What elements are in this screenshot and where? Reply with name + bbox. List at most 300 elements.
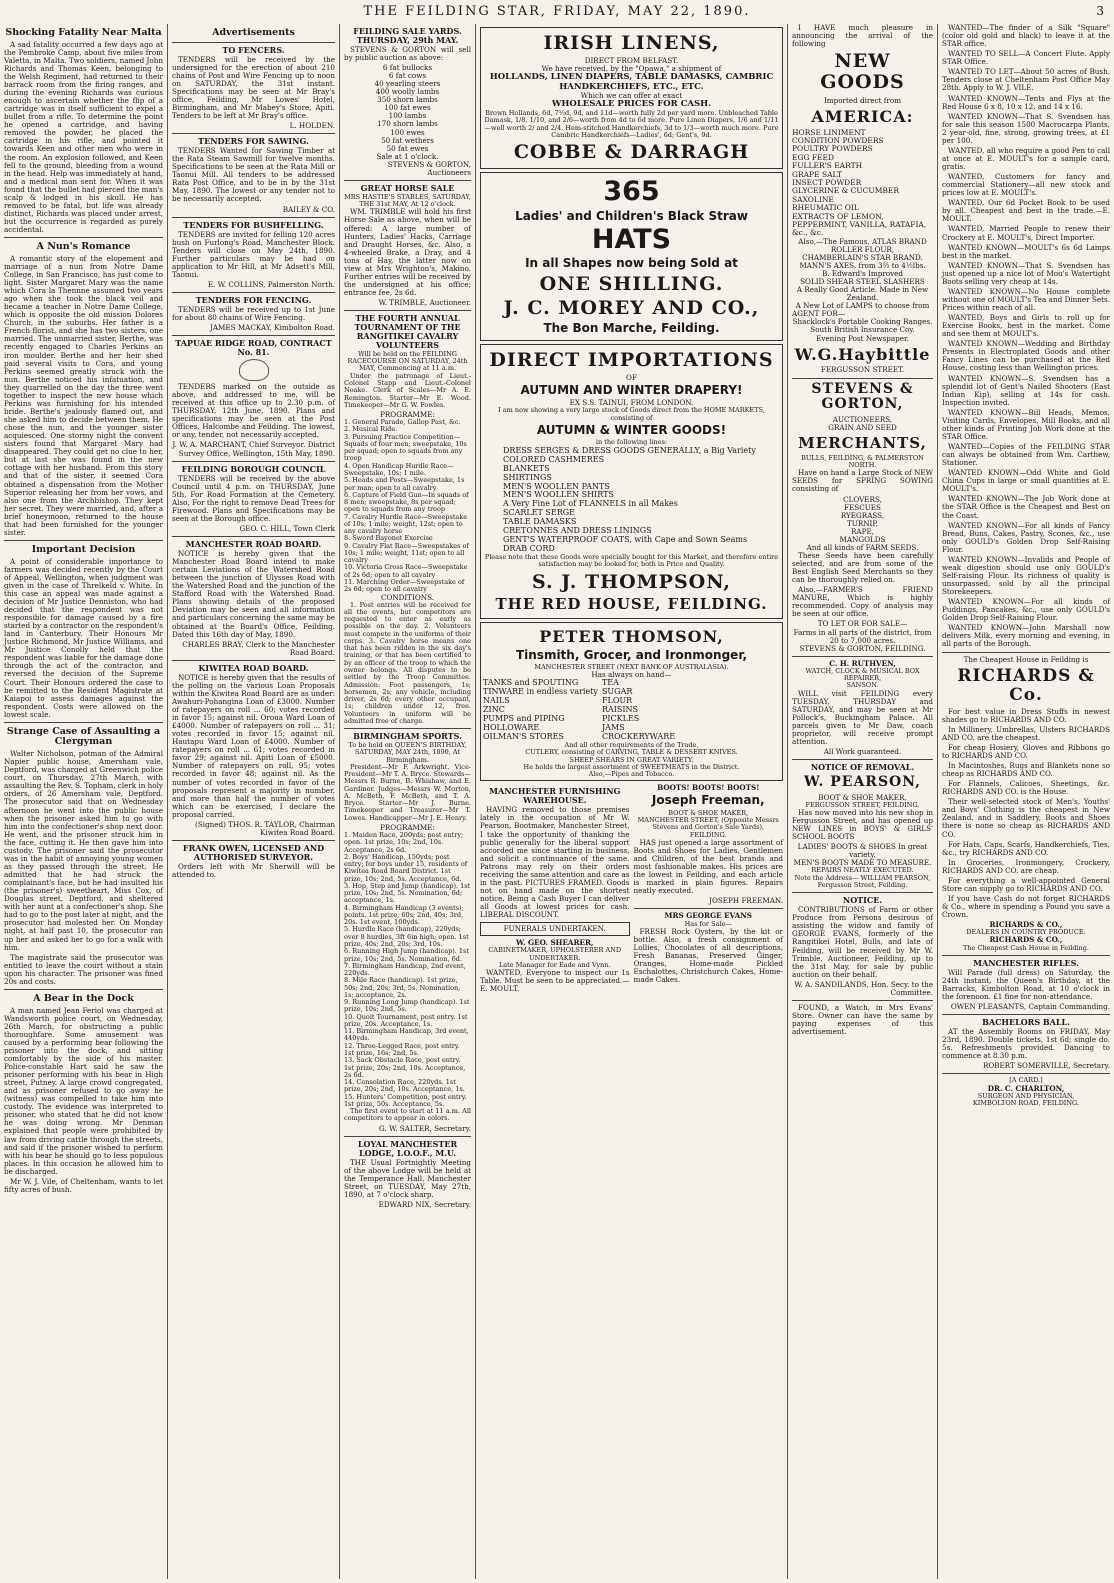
goods-also-item: CHAMBERLAIN'S STAR BRAND. bbox=[802, 252, 923, 262]
ad-signature: L. HOLDEN. bbox=[289, 121, 335, 131]
richards-line: For cheap Hosiery, Gloves and Ribbons go to RICHARDS AND CO. bbox=[942, 742, 1110, 760]
linens-prices: Brown Hollands, 6d, 7½d, 9d, and 11d—worth fully 2d per yard more. Unbleached Table Damask, 1/8, 1/10, and 2/6—worth from 4d to 6d more. Pure Linen Diapers, 1/6 and 1/11—well worth 2/ and 2/4. Hem-stitched Handkerchiefs, 3d to 1/3—worth much more. Pure Cambric Handkerchiefs—Ladies', 6d; Gent's, 9d. bbox=[484, 109, 779, 139]
tournament-event: 3. Pursuing Practice Competition—Squads of four men; sweepstake, 10s per squad; open to squads from any troop bbox=[344, 432, 467, 463]
peter-stock-item: TEA bbox=[601, 678, 619, 688]
tournament-conditions: 1. Post entries will be received for all the events, but competitors are requested to enter as early as possible on the day. 2. Volunteers must compete in the uniforms of their corps. 3. Cavalry horse means one that has been ridden in the six day's training, or that has been certified to by an officer of the troop to which the owner belongs. All disputes to be settled by the Troop Committee. Admission: Foot passengers, 1s; horsemen, 2s; any vehicle, including driver, 2s 6d; every other occupant, 1s; children under 12, free. Volunteers in uniform will be admitted free of charge. bbox=[344, 600, 471, 725]
mfw-trade: CABINETMAKER, UPHOLSTERER AND UNDERTAKER. bbox=[488, 946, 622, 962]
charlton-name: DR. C. CHARLTON, bbox=[987, 1083, 1065, 1093]
thompson-line: SHIRTINGS bbox=[503, 472, 552, 482]
peter-stock-item: ZINC bbox=[483, 705, 505, 715]
thompson-season: AUTUMN AND WINTER DRAPERY! bbox=[520, 382, 743, 397]
crest-icon bbox=[239, 359, 269, 381]
sports-event: 1. Maiden Race, 200yds; post entry; open. 1st prize, 10s; 2nd, 10s. Acceptance, 2s 6d. bbox=[344, 831, 464, 854]
divider bbox=[792, 892, 933, 893]
linens-body4: WHOLESALE PRICES FOR CASH. bbox=[551, 99, 712, 110]
sale-yards-items bbox=[344, 64, 471, 153]
lodge-body: THE Usual Fortnightly Meeting of the above Lodge will be held at the Temperance Hall, Manchester Street, on TUESDAY, May 27th, 1890, at 7 o'clock sharp. bbox=[344, 1157, 471, 1199]
divider bbox=[172, 42, 335, 43]
divider bbox=[172, 536, 335, 537]
peter-stock-right bbox=[602, 679, 675, 742]
ad-title: TENDERS FOR SAWING. bbox=[198, 136, 309, 147]
thompson-line: COLORED CASHMERES bbox=[503, 454, 605, 464]
divider bbox=[344, 180, 471, 181]
ad-title: TENDERS FOR BUSHFELLING. bbox=[183, 219, 324, 230]
haybittle-street: FERGUSSON STREET. bbox=[820, 365, 905, 375]
article-title: A Nun's Romance bbox=[36, 241, 131, 253]
thompson-line: GENT'S WATERPROOF COATS, with Cape and Sown Seams bbox=[503, 535, 748, 545]
sports-events bbox=[344, 832, 471, 1108]
notice-signature: W. A. SANDILANDS, Hon. Secy. to the Committee. bbox=[794, 979, 933, 997]
sale-item: 6 fat cows bbox=[388, 71, 427, 81]
morey-price: ONE SHILLING. bbox=[539, 272, 724, 295]
ad-signature: BAILEY & CO. bbox=[282, 204, 335, 214]
horse-sale-sub: MRS HASTIE'S STABLES, SATURDAY, THE 31st MAY, At 12 o'clock. bbox=[344, 192, 471, 209]
sale-yards-signature: STEVENS & GORTON, Auctioneers bbox=[387, 159, 471, 177]
sg-name: STEVENS & GORTON, bbox=[811, 380, 914, 413]
goods-also-item: MANN'S AXES, from 3½ to 4½lbs. bbox=[799, 260, 926, 270]
wanted-ad: WANTED, all who require a good Pen to call at once at E. MOULT's for a sample card, gratis. bbox=[942, 145, 1110, 171]
thompson-line: MEN'S WOOLLEN PANTS bbox=[503, 481, 610, 491]
sg-t1: AUCTIONEERS, bbox=[832, 414, 893, 424]
goods-also-item: B. Edward's Improved bbox=[821, 269, 904, 279]
mfw-funerals: FUNERALS UNDERTAKEN. bbox=[480, 922, 630, 936]
sg-t2: GRAIN AND SEED bbox=[828, 422, 897, 432]
sports-event: 14. Consolation Race, 220yds. 1st prize, 20s; 2nd, 10s. Acceptance, 1s. bbox=[344, 1078, 465, 1094]
sg-body2: These Seeds have been carefully selected, and are from some of the Best English Seed Merchants so they can be thoroughly relied on. bbox=[792, 550, 933, 585]
divider bbox=[344, 728, 471, 729]
freeman-signature: JOSEPH FREEMAN. bbox=[709, 896, 783, 906]
rifles-signature: OWEN PLEASANTS, Captain Commanding. bbox=[950, 1001, 1110, 1011]
goods-item: HORSE LINIMENT bbox=[792, 127, 866, 137]
charlton-card: [A CARD.] bbox=[1009, 1076, 1043, 1085]
sale-yards-intro: STEVENS & GORTON will sell by public auction as above: bbox=[344, 44, 471, 62]
wanted-ad: WANTED—Copies of the FEILDING STAR can always be obtained from Wm. Carthew, Stationer. bbox=[942, 442, 1110, 468]
morey-hats-ad bbox=[480, 172, 783, 340]
richards-line: For Hats, Caps, Scarfs, Handkerchiefs, Ties, &c., try RICHARDS AND CO. bbox=[942, 839, 1110, 857]
linens-body3: Which we can offer at exact bbox=[580, 91, 683, 101]
lodge-title: LOYAL MANCHESTER LODGE, I.O.O.F., M.U. bbox=[357, 1138, 458, 1158]
sg-t3: MERCHANTS, bbox=[798, 434, 927, 453]
ad-signature: J. W. A. MARCHANT, Chief Surveyor. District Survey Office, Wellington, 15th May, 1890. bbox=[172, 440, 335, 458]
wanted-ad: WANTED KNOWN—Invalids and People of weak digestion should use only GOULD's Self-raising Flour. Its richness of quality is unsurpassed, sold by all the principal Storekeepers. bbox=[942, 554, 1110, 597]
wanted-ad: WANTED KNOWN—Odd White and Gold China Cups in large or small quantities at E. MOULT's. bbox=[942, 468, 1110, 494]
divider bbox=[344, 1136, 471, 1137]
ad-title: TENDERS FOR FENCING. bbox=[195, 294, 312, 305]
richards-sig3: RICHARDS & CO., bbox=[989, 935, 1063, 945]
divider bbox=[4, 989, 163, 990]
goods-item: RHEUMATIC OIL bbox=[792, 203, 859, 213]
peter-stock-item: CROCKERYWARE bbox=[601, 732, 676, 742]
article-title: Shocking Fatality Near Malta bbox=[5, 27, 162, 38]
charlton-trade: SURGEON AND PHYSICIAN, bbox=[977, 1091, 1075, 1100]
wanted-ad: WANTED KNOWN—S. Svendsen has a splendid lot of Gent's Nailed Shooters (East Indian Kip), selling at 14s for cash. Inspection invited. bbox=[942, 373, 1110, 407]
richards-lines bbox=[942, 708, 1110, 920]
wanted-ad: WANTED KNOWN—MOULT's 6s 6d Lamps best in the market. bbox=[942, 242, 1110, 260]
article-paragraph: A romantic story of the elopement and marriage of a nun from Notre Dame College, in San Francisco, has just come to light. Sister Margaret Mary was the name which Cora la Thennne assumed two years ago when she took the black veil and became a teacher in Notre Dame College, which is opposite the old mission Dolores Church, in the suburbs. Her father is a French florist, and she has two sisters, one married. The unmarried sister, Berthe, was recently engaged to Charles Perkins an iron moulder. Berthe and her heir shed paid several visits to Cora, and young Perkins seemed greatly struck with the nun. Berthe noticed his infatuation, and they quarrelled on the day the three went together to inspect the new house which Perkins was furnishing for his intended bride. Berthe's jealously flamed out, and she asked him to decide between them. He chose the nun, and the younger sister acquiesced. One stormy night the convent sisters found that Margaret Mary had disappeared. They could get no clue to her, but at last she was found in the new cottage with her husband. From this story and that of the sister, it seemed Cora obtained a dispensation from the Mother Superior releasing her from her vows, and also one from the Archbishop. They kept her secret. They were married, and, after a brief honeymoon, returned to the house that had been furnished for the younger sister. bbox=[4, 253, 163, 537]
ad-title: TO FENCERS. bbox=[222, 44, 285, 55]
tournament-event: 8. Sword Bayonet Exercise bbox=[344, 534, 433, 543]
thompson-line: SCARLET SERGE bbox=[503, 508, 576, 518]
ruthven-name: C. H. RUTHVEN, bbox=[829, 658, 896, 668]
wanted-ad: WANTED KNOWN—Tents and Flys at the Red House 6 x 8, 10 x 12, and 14 x 16. bbox=[942, 93, 1110, 111]
article-title: A Bear in the Dock bbox=[33, 992, 134, 1004]
ad-title: MANCHESTER ROAD BOARD. bbox=[185, 538, 322, 549]
mfw-title: MANCHESTER FURNISHING WAREHOUSE. bbox=[489, 786, 621, 806]
sports-note: The first event to start at 11 a.m. All competitors to appear in colors. bbox=[344, 1107, 471, 1123]
horse-sale-body: WM. TRIMBLE will hold his first Horse Sale as above, when will be offered: A large number of Hunters, Ladies' Hacks, Carriage and Draught Horses, &c. Also, a 4-wheeled Brake, a Dray, and 4 tons of Hay, the latter now on view at Mrs Wrighton's, Makino. Further entries will be received by the undersigned at his office; entrance fee, 2s 6d. bbox=[344, 207, 471, 298]
lodge-signature: EDWARD NIX, Secretary. bbox=[378, 1199, 471, 1209]
pearson-l1: LADIES' BOOTS & SHOES In great variety. bbox=[797, 842, 928, 860]
column-wanted bbox=[938, 24, 1114, 1579]
tournament-event: 9. Cavalry Flat Race—Sweepstakes of 10s; 1 mile; weight, 11st; open to all cavalry bbox=[344, 541, 469, 565]
removal-title: NOTICE OF REMOVAL. bbox=[810, 762, 915, 773]
divider bbox=[172, 840, 335, 841]
tournament-event: 5. Heads and Posts—Sweepstake, 1s per man; open to all cavalry bbox=[344, 476, 465, 492]
divider bbox=[172, 660, 335, 661]
sg-let: TO LET OR FOR SALE— bbox=[817, 619, 908, 629]
tournament-events bbox=[344, 419, 471, 593]
wanted-ad: WANTED KNOWN—The Job Work done at the STAR Office is the Cheapest and Best on the Coast. bbox=[942, 494, 1110, 520]
divider bbox=[634, 908, 784, 909]
morey-line1: Ladies' and Children's Black Straw bbox=[515, 208, 748, 223]
tournament-event: 4. Open Handicap Hurdle Race—Sweepstake, 10s; 1 mile. bbox=[344, 461, 454, 477]
article-title: Important Decision bbox=[31, 543, 136, 555]
goods-item: POULTRY POWDERS bbox=[792, 144, 873, 154]
richards-sig2: DEALERS IN COUNTRY PRODUCE. bbox=[966, 928, 1086, 937]
masthead bbox=[0, 4, 1114, 22]
goods-imported: Imported direct from bbox=[823, 95, 902, 105]
divider bbox=[942, 1014, 1110, 1015]
new-goods: NEW GOODS bbox=[820, 50, 905, 94]
linens-body2: HOLLANDS, LINEN DIAPERS, TABLE DAMASKS, CAMBRIC HANDKERCHIEFS, ETC., ETC. bbox=[489, 72, 774, 92]
richards-line: In Millinery, Umbrellas, Ulsters RICHARDS AND CO. are the cheapest. bbox=[942, 724, 1110, 742]
goods-item: FULLER'S EARTH bbox=[792, 161, 863, 171]
peter-stock bbox=[483, 679, 780, 742]
seed-item: TURNIP, bbox=[846, 518, 879, 528]
sale-item: 6 fat bullocks bbox=[382, 63, 433, 73]
ad-body: NOTICE is hereby given that the Manchester Road Board intend to make certain Leviations of the Watershed Road between the junction of Ulysses Road with the Watershed Road and the junction of the Stafford Road with the Watershed Road. Plans showing details of the proposed Deviation may be seen and all information and particulars concerning the same may be obtained at the Board's Office, Feilding. Dated this 16th day of May, 1890. bbox=[172, 548, 335, 639]
divider bbox=[942, 955, 1110, 956]
freeman-name: Joseph Freeman, bbox=[651, 793, 765, 808]
sale-item: 40 yearling steers bbox=[374, 79, 441, 89]
wanted-ad: WANTED TO SELL—A Concert Flute. Apply STAR Office. bbox=[942, 49, 1110, 67]
ad-body: TENDERS are invited for felling 120 acres bush on Furlong's Road, Manchester Block. Tenders will close on May 24th, 1890. Further particulars may be had on application to Mr Hill, at Mr Adsett's Mill, Taonui. bbox=[172, 229, 335, 279]
wanted-ad: WANTED TO LET—About 50 acres of Bush. Tenders close at Cheltenham Post Office May 28th. Apply to W. J. VILE. bbox=[942, 67, 1110, 93]
sg-body: Have on hand a Large Stock of NEW SEEDS for SPRING SOWING consisting of bbox=[792, 468, 933, 494]
evans-name: MRS GEORGE EVANS bbox=[664, 911, 752, 921]
sports-event: 11. Birmingham Handicap, 3rd event, 440yds. bbox=[344, 1027, 469, 1043]
thompson-line: MEN'S WOOLLEN SHIRTS bbox=[503, 490, 614, 500]
mfw-body: HAVING removed to those premises lately in the occupation of Mr W. Pearson, Bootmaker, Manchester Street, I take the opportunity of thanking the public generally for the liberal support accorded me since starting in business, and solicit a continuance of the same. Patrons may rely on their orders receiving the same attention and care as in the past. PICTURES FRAMED. Goods not on hand made on the shortest notice. Being a Cash Buyer I can deliver all Goods at lowest prices for cash. LIBERAL DISCOUNT. bbox=[480, 805, 630, 920]
goods-article: A Really Good Article. Made in New Zealand. bbox=[796, 285, 929, 303]
morey-firm: J. C. MOREY AND CO., bbox=[503, 296, 760, 319]
tournament-event: 6. Capture of Field Gun—In squads of 8 men; sweepstake, 8s per squad; open to squads from any troop bbox=[344, 490, 469, 514]
column-display-ads bbox=[476, 24, 788, 1579]
thompson-line: DRESS SERGES & DRESS GOODS GENERALLY, a Big Variety bbox=[503, 445, 756, 455]
goods-item: GRAPE SALT bbox=[792, 169, 842, 179]
goods-item: CONDITION POWDERS bbox=[792, 136, 884, 146]
column-goods bbox=[788, 24, 938, 1579]
sports-event: 9. Running Long Jump (handicap). 1st prize, 10s; 2nd, 5s. bbox=[344, 998, 470, 1014]
divider bbox=[942, 1073, 1110, 1074]
ad-body: Orders left with Mr Sherwill will be attended to. bbox=[172, 861, 335, 879]
thompson-intro: I am now showing a very large stock of Goods direct from the HOME MARKETS, consisting of bbox=[498, 406, 765, 422]
tournament-event: 2. Musical Ride. bbox=[344, 425, 398, 434]
divider bbox=[172, 133, 335, 134]
article-paragraph: Walter Nicholson, potman of the Admiral Napier public house, Amersham vale, Deptford, was charged at Greenwich police court, on Thursday, 27th March, with assaulting the Rev. S. Topham, clerk in holy orders, of 26 Amersham vale, Deptford. The prosecutor said that on Wednesday afternoon he went into the public house when the prisoner asked him to go with him into the confectioner's shop next door. He went, and the prisoner struck him in the face, cutting it. He then gave him into custody. The prisoner said the prosecutor was in the habit of annoying young women as they passed through the street. He admitted that he had struck the complainant's face, but he had insulted his (the prisoner's) sweetheart, Miss Cox, of Douglas street, Deptford, and sheltered with her aunt at a confectioner's shop. She had to go to the post later at night, and the prosecutor had molested her. On Monday night, at half past 10, the prosecutor ran up her and asked her to go for a walk with him. bbox=[4, 749, 163, 952]
sports-officers: President—Mr F. Arkwright. Vice-President—Mr T. A. Bryce. Stewards—Messrs R. Burne, B. Whishaw, and E. Gardiner. Judges—Messrs W. Morton, A. McBeth, F. McBeth, and T. A. Bryce. Starter—Mr J. Burne. Timekeeper and Treasurer—Mr T. Lowes. Handicapper—Mr J. E. Henry. bbox=[344, 762, 471, 822]
notice-body: CONTRIBUTIONS of Farm or other Produce from Persons desirous of assisting the widow and family of GEORGE EVANS, formerly of the Rangitikei Hotel, Bulls, and late of Feilding, will be received by Mr W. Trimble, Auctioneer, Feilding, up to the 31st May, for sale by public auction on their behalf. bbox=[792, 905, 933, 979]
sale-item: 100 ewes bbox=[390, 127, 425, 137]
sale-yards-time: Sale at 1 o'clock. bbox=[376, 151, 439, 161]
peter-stock-item: TANKS and SPOUTING bbox=[483, 678, 579, 688]
notice-title: NOTICE. bbox=[842, 895, 883, 906]
divider bbox=[792, 759, 933, 760]
bottom-ads bbox=[480, 784, 783, 995]
sale-item: 350 shorn lambs bbox=[377, 95, 438, 105]
article-paragraph: A man named Jean Feriol was charged at Wandsworth police court, on Wednesday, 26th March, for obstructing a public thoroughfare. Some amusement was caused by a performing bear following the prisoner into the dock, and sitting comfortably by the side of his master. Police-constable Hart said he saw the prisoner performing with his bear in High street, Putney. A large crowd congregated, and as prisoner refused to go away he (witness) was compelled to take him into custody. The evidence was interpreted to prisoner, who stated that he did not know he was doing wrong. Mr Denman explained that people were prohibited by law from driving cattle through the streets, and said if the prisoner wished to perform with his bear he should go to less populous places. In this occasion he allowed him to be discharged. bbox=[4, 1005, 163, 1176]
peter-l2: CUTLERY, consisting of CARVING, TABLE & DESSERT KNIVES. bbox=[525, 748, 738, 757]
thompson-ship: EX S.S. TAINUI, FROM LONDON. bbox=[569, 398, 694, 408]
peter-thomson-ad bbox=[480, 622, 783, 782]
morey-line2: In all Shapes now being Sold at bbox=[525, 256, 738, 271]
wanted-ad: WANTED KNOWN—John Marshall now delivers Milk, every morning and evening, in all parts of the Borough. bbox=[942, 623, 1110, 649]
wanted-ad: WANTED, Our 6d Pocket Book to be used by all. Cheapest and best in the trade.—E. MOULT. bbox=[942, 198, 1110, 224]
pearson-body: Has now moved into his new shop in Fergusson Street, and has opened up NEW LINES in BOYS' & GIRLS' SCHOOL BOOTS bbox=[792, 808, 933, 842]
ad-body: NOTICE is hereby given that the results of the polling on the various Loan Proposals within the Kiwitea Road Board are as under: Awahuri-Pohangina Loan of £3000. Number of ratepayers on roll ... 60; votes recorded in favor 15; against nil. Oroua Ward Loan of £4000. Number of ratepayers on roll ... 31; votes recorded in favor 15; against nil. Hautapu Ward Loan of £4000. Number of ratepayers on roll ... 61; votes recorded in favor 29; against nil. Apiti Loan of £5000. Number of ratepayers on roll, 95; votes recorded in favor 48; against nil. As the number of votes recorded in favor of the proposals represent a majority in number, and more than half the number of votes which can be exercised, I declare the proposal carried. bbox=[172, 672, 335, 819]
divider bbox=[4, 237, 163, 238]
richards-tag: The Cheapest House in Feilding is bbox=[963, 654, 1089, 664]
seed-item: RAPE, bbox=[851, 526, 874, 536]
linens-title: IRISH LINENS, bbox=[543, 32, 720, 54]
wanted-ad: WANTED KNOWN—That S. Svendsen has just opened up a nice lot of Mou's Watertight Boots selling very cheap at 14s. bbox=[942, 260, 1110, 286]
america: AMERICA: bbox=[811, 106, 914, 126]
sports-event: 2. Boys' Handicap, 150yds; post entry; for boys under 15, residents of Kiwitea Road Board District. 1st prize, 10s; 2nd, 5s. Acceptance, 6d. bbox=[344, 852, 468, 883]
goods-lamps: A New Lot of LAMPS to choose from bbox=[795, 301, 930, 311]
thompson-name: S. J. THOMPSON, bbox=[531, 570, 732, 593]
agency-item: Evening Post Newspaper. bbox=[816, 333, 909, 343]
thompson-goods-head: AUTUMN & WINTER GOODS! bbox=[536, 423, 727, 437]
ad-body: TENDERS will be received by the undersigned for the erection of about 210 chains of Post and Wire Fencing up to noon on SATURDAY, the 31st instant. Specifications may be seen at Mr Bray's office, Feilding, Mr Lowes' Hotel, Birmingham, and Mr Mabey's Store, Apiti. Tenders to be left at Mr Bray's office. bbox=[172, 54, 335, 121]
column-news bbox=[0, 24, 168, 1579]
sports-programme-head: PROGRAMME: bbox=[380, 822, 435, 832]
goods-also: Also,—The Famous, ATLAS BRAND ROLLER FLOUR, bbox=[798, 236, 927, 254]
peter-stock-item: PICKLES bbox=[601, 714, 640, 724]
column-sales bbox=[340, 24, 476, 1579]
tournament-event: 10. Victoria Cross Race—Sweepstake of 2s 6d; open to all cavalry bbox=[344, 563, 468, 579]
wanted-ad: WANTED KNOWN—Bill Heads, Memos, Visiting Cards, Envelopes, Mill Books, and all other kinds of Printing Job Work done at the STAR Office. bbox=[942, 407, 1110, 441]
sports-event: 7. Birmingham Handicap, 2nd event, 220yds. bbox=[344, 961, 466, 978]
divider bbox=[344, 310, 471, 311]
goods-item: SAXOLINE bbox=[792, 194, 834, 204]
goods-item: INSECT POWDER bbox=[792, 178, 862, 188]
wanted-ad: WANTED KNOWN—Wedding and Birthday Presents in Electroplated Goods and other Fancy Lines can be purchased at the Red House, costing less than Wellington prices. bbox=[942, 339, 1110, 373]
freeman-head: BOOTS! BOOTS! BOOTS! bbox=[657, 783, 760, 793]
ruthven-body: WILL visit FEILDING every TUESDAY, THURSDAY and SATURDAY, and may be seen at Mr Pollock's, Buckingham Palace. All parcels given to Mr Daw, coach proprietor, will receive prompt attention. bbox=[792, 688, 933, 746]
linens-firm: COBBE & DARRAGH bbox=[513, 141, 750, 164]
ad-title: TAPUAE RIDGE ROAD, CONTRACT No. 81. bbox=[175, 338, 332, 358]
ad-body: TENDERS marked on the outside as above, and addressed to me, will be received at this office up to 2.30 p.m. of THURSDAY, 12th June, 1890. Plans and specifications may be seen at the Post Offices, Halcombe and Feilding. The lowest, or any, tender, not necessarily accepted. bbox=[172, 382, 335, 440]
ruthven-trade: WATCH, CLOCK & MUSICAL BOX REPAIRER, bbox=[805, 666, 920, 683]
peter-stock-item: JAMS bbox=[601, 723, 625, 733]
richards-line: If you have Cash do not forget RICHARDS & Co., where in spending a Pound you save a Crown. bbox=[942, 893, 1110, 920]
sg-farms: Farms in all parts of the district, from 20 to 7,000 acres. bbox=[793, 627, 932, 645]
linens-body1: We have received, by the "Opawa," a shipment of bbox=[541, 64, 722, 74]
charlton-address: KIMBOLTON ROAD, FEILDING. bbox=[972, 1098, 1080, 1107]
horse-sale-title: GREAT HORSE SALE bbox=[360, 182, 455, 193]
wanted-ad: WANTED, Married People to renew their Crockery at E. MOULT's, Direct Importer. bbox=[942, 224, 1110, 242]
sg-address: BULLS, FEILDING, & PALMERSTON NORTH. bbox=[801, 453, 924, 470]
peter-stock-item: SUGAR bbox=[601, 687, 633, 697]
peter-stock-item: FLOUR bbox=[601, 696, 633, 706]
found-notice: FOUND, a Watch, in Mrs Evans' Store. Owner can have the same by paying expenses of this advertisement. bbox=[792, 1002, 933, 1037]
sg-seeds bbox=[792, 496, 933, 544]
sports-signature: G. W. SALTER, Secretary. bbox=[379, 1123, 471, 1133]
ad-body: TENDERS will be received up to 1st June for about 80 chains of Wire Fencing. bbox=[172, 304, 335, 322]
sg-seeds2: And all kinds of FARM SEEDS. bbox=[806, 542, 919, 552]
wanted-ad: WANTED KNOWN—For all kinds of Puddings, Pancakes, &c., use only GOULD's Golden Drop Self-Raising Flour. bbox=[942, 597, 1110, 623]
seed-item: MANGOLDS bbox=[839, 534, 886, 544]
divider bbox=[792, 378, 933, 379]
sg-manure: Also,—FARMER'S FRIEND MANURE, Which is highly recommended. Copy of analysis may be seen at our office. bbox=[792, 585, 933, 619]
divider bbox=[792, 656, 933, 657]
sports-title: BIRMINGHAM SPORTS. bbox=[353, 731, 462, 742]
pearson-address: FERGUSSON STREET, FEILDING. bbox=[805, 800, 920, 809]
mfw-name: W. GEO. SHEARER, bbox=[516, 938, 594, 948]
tournament-event: 1. General Parade, Gallop Past, &c. bbox=[344, 418, 461, 427]
peter-l5: Also,—Pipes and Tobacco. bbox=[588, 770, 675, 779]
tournament-patron: Under the patronage of Lieut.-Colonel Stapp and Lieut.-Colonel Noake. Clerk of Scales—Mr A. E. Remington. Starter—Mr E. Wood. Timekeeper—Mr G. W. Fowles. bbox=[344, 371, 471, 409]
pearson-name: W. PEARSON, bbox=[803, 774, 922, 791]
tournament-event: 7. Cavalry Hurdle Race—Sweepstake of 10s; 1 mile; weight, 12st; open to any cavalry horse bbox=[344, 512, 468, 536]
tournament-event: 11. Marching Order—Sweepstake of 2s 6d; open to all cavalry bbox=[344, 577, 465, 594]
evans-body: FRESH Rock Oysters, by the kit or bottle. Also, a fresh consignment of Lollies, Chocolates of all descriptions, Fresh Bananas, Preserved Ginger, Oranges, Home-made Pickled Eschalottes, Christchurch Cakes, Home-made Cakes. bbox=[633, 926, 783, 985]
ball-title: BACHELORS BALL. bbox=[982, 1017, 1070, 1028]
peter-stock-item: HOLLOWARE bbox=[483, 723, 540, 733]
freeman-body: HAS just opened a large assortment of Boots and Shoes for Ladies, Gentlemen and Children, of the best brands and most fashionable makes. His prices are the lowest in Feilding, and each article is marked in plain figures. Repairs neatly executed. bbox=[633, 837, 783, 896]
peter-l3: SHEEP SHEARS IN GREAT VARIETY. bbox=[569, 755, 694, 764]
ruthven-warranted: All Work guaranteed. bbox=[823, 747, 902, 757]
peter-stock-item: TINWARE in endless variety bbox=[483, 687, 598, 697]
goods-intro: I HAVE much pleasure in announcing the arrival of the following bbox=[792, 24, 933, 49]
wanted-ad: WANTED KNOWN—No House complete without one of MOULT's Tea and Dinner Sets. Prices within reach of all. bbox=[942, 286, 1110, 312]
wanted-ad: WANTED KNOWN—That S. Svendsen has for sale this season 1500 Macrocarpa Plants, 2 year-old, fine, strong, growing trees, at £1 per 100. bbox=[942, 111, 1110, 145]
divider bbox=[942, 652, 1110, 653]
tournament-programme-head: PROGRAMME: bbox=[380, 410, 435, 420]
tournament-sub: Will be held on the FEILDING RACECOURSE ON SATURDAY, 24th MAY, Commencing at 11 a.m. bbox=[347, 349, 468, 373]
richards-line: For best value in Dress Stuffs in newest shades go to RICHARDS AND CO. bbox=[942, 706, 1110, 724]
agency-item: Shacklock's Portable Cooking Ranges. bbox=[792, 317, 933, 327]
ads-list bbox=[172, 46, 335, 879]
sale-item: 50 fat ewes bbox=[386, 143, 429, 153]
linens-sub: DIRECT FROM BELFAST. bbox=[584, 56, 679, 66]
pearson-trade: BOOT & SHOE MAKER, bbox=[818, 792, 907, 802]
rifles-title: MANCHESTER RIFLES. bbox=[973, 957, 1079, 968]
ad-body: TENDERS will be received by the above Council until 4 p.m. on THURSDAY, June 5th, For Road Formation at the Cemetery. Also, For the right to remove Dead Trees for Firewood. Plans and Specifications may be seen at the Borough office. bbox=[172, 473, 335, 523]
ad-signature: E. W. COLLINS, Palmerston North. bbox=[207, 279, 335, 289]
peter-stock-item: PUMPS and PIPING bbox=[483, 714, 565, 724]
ruthven-town: SANSON. bbox=[846, 681, 879, 690]
divider bbox=[4, 722, 163, 723]
pearson-address2: Note the Address— WILLIAM PEARSON, Fergusson Street, Feilding. bbox=[794, 873, 931, 889]
goods-also-list bbox=[792, 254, 933, 286]
richards-line: In Macintoshes, Rugs and Blankets none so cheap as RICHARDS AND CO. bbox=[942, 761, 1110, 779]
agency-item: South British Insurance Coy. bbox=[810, 325, 915, 335]
freeman-trade: BOOT & SHOE MAKER, bbox=[668, 808, 749, 817]
thompson-note: Please note that these Goods were specially bought for this Market, and therefore entire satisfaction may be looked for, both in Price and Quality. bbox=[484, 553, 779, 569]
thompson-line: DRAB CORD bbox=[503, 544, 555, 554]
thompson-sub: OF bbox=[626, 372, 637, 382]
wanted-ad: WANTED, Customers for fancy and commercial Stationery—all new stock and prices low at E. MOULT's. bbox=[942, 172, 1110, 198]
morey-shop: The Bon Marche, Feilding. bbox=[543, 321, 720, 336]
richards-sig4: The Cheapest Cash House in Feilding. bbox=[963, 943, 1089, 952]
richards-line: For everything a well-appointed General Store can supply go to RICHARDS AND CO. bbox=[942, 875, 1110, 893]
divider bbox=[172, 461, 335, 462]
sports-event: 10. Quoit Tournament, post entry. 1st prize, 20s. Acceptance, 1s. bbox=[344, 1012, 468, 1028]
richards-name: RICHARDS & Co. bbox=[957, 665, 1095, 705]
sale-item: 400 woolly lambs bbox=[375, 87, 440, 97]
pearson-l3: REPAIRS NEATLY EXECUTED. bbox=[811, 866, 914, 875]
sports-event: 5. Hurdle Race (handicap), 220yds; over 8 hurdles, 3ft 6in high; open. 1st prize, 40s; 2nd, 20s; 3rd, 10s. bbox=[344, 925, 469, 949]
ad-title: FEILDING BOROUGH COUNCIL bbox=[181, 463, 326, 474]
article-paragraph: A point of considerable importance to farmers was decided recently by the Court of Appeal, Wellington, when judgment was given in the case of Threlkeld v. White. In this case an appeal was made against a decision of Mr Justice Denniston, who had decided that the respondent was not responsible for damage caused by a fire started by a contractor on the respondent's land in Canterbury. Their Honours Mr Justice Richmond, Mr Justice Williams, and Mr Justice Conolly held that the respondent was liable for the damage done through the act of the contractor, and reversed the decision of the Supreme Court. Their Honours ordered the case to be remitted to the Resident Magistrate at Kaiapoi to assess damages against the respondent. Costs were allowed on the lowest scale. bbox=[4, 556, 163, 719]
morey-hats: HATS bbox=[591, 224, 672, 255]
sports-event: 8. Mile Race (handicap). 1st prize, 50s; 2nd, 20s; 3rd, 5s. Nomination, 1s; acceptance, 2s. bbox=[344, 976, 461, 999]
goods-items bbox=[792, 129, 933, 238]
sports-event: 4. Birmingham Handicap (3 events); points. 1st prize, 60s; 2nd, 40s; 3rd, 20s. 1st event, 100yds. bbox=[344, 903, 464, 927]
peter-l4: He holds the largest assortment of SWEETMEATS in the District. bbox=[523, 762, 740, 771]
goods-item: GLYCERINE & CUCUMBER bbox=[792, 186, 900, 196]
sale-item: 50 fat wethers bbox=[381, 135, 434, 145]
goods-item: EXTRACTS OF LEMON, PEPPERMINT, VANILLA, RATAFIA, &c., &c. bbox=[792, 211, 927, 238]
sale-item: 100 fat ewes bbox=[384, 103, 431, 113]
sports-event: 3. Hop, Step and Jump (handicap). 1st prize, 10s; 2nd, 5s. Nomination, 6d; acceptance, 1s. bbox=[344, 881, 471, 905]
wanted-list bbox=[942, 24, 1110, 649]
pearson-l2: MEN'S BOOTS MADE TO MEASURE. bbox=[793, 858, 932, 868]
divider bbox=[172, 335, 335, 336]
peter-hand: Has always on hand— bbox=[591, 670, 672, 680]
article-paragraph: A sad fatality occurred a few days ago at the Pembroke Camp, about five miles from Valetta, in Malta. Two soldiers, named John Richards and Thomas Keen, belonging to the Welsh Regiment, had returned to their barrack room from the firing ranges, and during the evening Richards was curious enough to ascertain whether the flip of a cartridge was in itself sufficient to expel a bullet from a rifle. To determine the point he opened a cartridge, and having removed the powder, he placed the cartridge in his rifle, and pointed it towards Keen and other men who were in the room. An explosion followed, and Keen fell to the ground, bleeding from a wound in the head. Help was immediately at hand, and a medical man sent for. When it was found that the bullet had pierced the man's scalp & lodged in his skull. He has removed to be fatal, but life was already distinct, Richards was placed under arrest, but the occurrence is regarded as purely accidental. bbox=[4, 39, 163, 235]
divider bbox=[792, 1000, 933, 1001]
sale-item: 100 lambs bbox=[388, 111, 427, 121]
mfw-wanted: WANTED, Everyone to inspect our 1s Table. Must be seen to be appreciated.—E. MOULT. bbox=[480, 968, 630, 994]
peter-stock-item: OILMAN'S STORES bbox=[483, 732, 564, 742]
thompson-line: TABLE DAMASKS bbox=[503, 517, 577, 527]
sports-event: 6. Running High Jump (handicap). 1st prize, 10s; 2nd, 5s. Nomination, 6d. bbox=[344, 947, 470, 963]
advertisements-header: Advertisements bbox=[212, 27, 295, 38]
tournament-conditions-head: CONDITIONS. bbox=[380, 592, 435, 602]
ad-signature: JAMES MACKAY, Kimbolton Road. bbox=[209, 323, 335, 333]
peter-name: PETER THOMSON, bbox=[539, 626, 724, 646]
sale-item: 170 shorn lambs bbox=[377, 119, 438, 129]
sports-event: 12. Three-Legged Race, post entry. 1st prize, 16s; 2nd, 5s. bbox=[344, 1041, 460, 1057]
thompson-shop: THE RED HOUSE, FEILDING. bbox=[495, 594, 768, 613]
sports-event: 15. Hunters' Competition, post entry. 1st prize, 50s. Acceptance, 5s. bbox=[344, 1092, 467, 1108]
wanted-ad: WANTED KNOWN—For all kinds of Fancy Bread, Buns, Cakes, Pastry, Scones, &c., use only GOULD's Golden Drop Self-Raising Flour. bbox=[942, 520, 1110, 554]
peter-l1: And all other requirements of the Trade, bbox=[564, 741, 699, 750]
page-number: 3 bbox=[1096, 4, 1104, 18]
column-advertisements bbox=[168, 24, 340, 1579]
thompson-line: CRETONNES AND DRESS LININGS bbox=[503, 526, 652, 536]
sale-yards-title: FEILDING SALE YARDS. THURSDAY, 29th MAY. bbox=[353, 26, 462, 45]
divider bbox=[172, 292, 335, 293]
peter-address: MANCHESTER STREET (NEXT BANK OF AUSTRALASIA). bbox=[534, 663, 729, 672]
article-paragraph: The magistrate said the prosecutor was entitled to leave the court without a stain upon his character. The prisoner was fined 20s and costs. bbox=[4, 952, 163, 986]
haybittle-name: W.G.Haybittle bbox=[794, 344, 931, 364]
peter-stock-item: RAISINS bbox=[601, 705, 639, 715]
ad-title: KIWITEA ROAD BOARD. bbox=[198, 662, 309, 673]
goods-agent: AGENT FOR— bbox=[792, 309, 846, 319]
